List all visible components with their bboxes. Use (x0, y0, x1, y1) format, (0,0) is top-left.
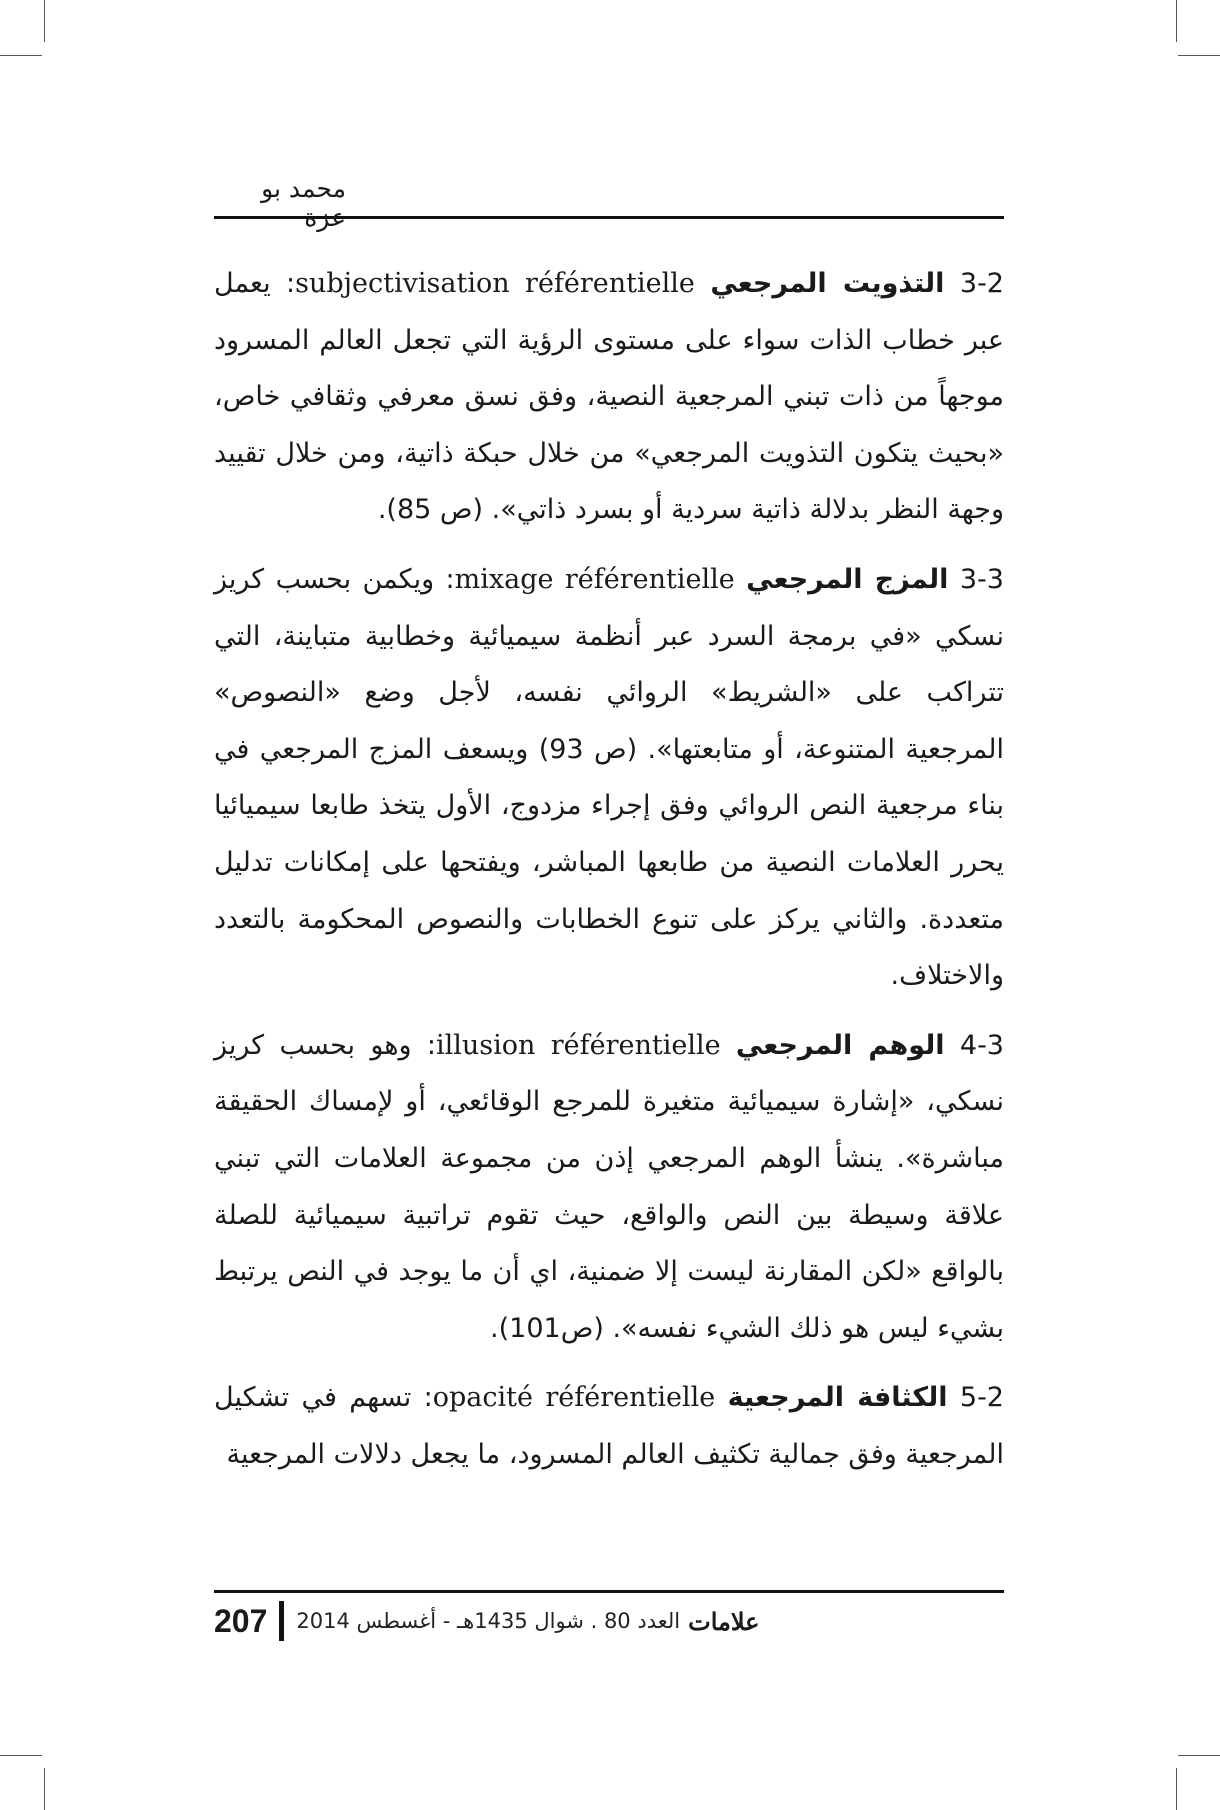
latin-term: opacité référentielle (432, 1382, 716, 1414)
crop-mark (1176, 1768, 1177, 1810)
paragraph-text: : ويكمن بحسب كريز نسكي «في برمجة السرد عبر أنظمة سيميائية وخطابية متباينة، التي تتراكب على «الشريط» الروائي نفسه، لأجل وضع «النصوص» المرجعية المتنوعة، أو متابعتها». (ص 93) ويسعف المزج المرجعي في بناء مرجعية النص الروائي وفق إجراء مزدوج، الأول يتخذ طابعا سيميائيا يحرر العلامات النصية من طابعها المباشر، ويفتحها على إمكانات تدليل متعددة. والثاني يركز على تنوع الخطابات والنصوص المحكومة بالتعدد والاختلاف. (214, 563, 1004, 992)
page-header (214, 160, 1004, 232)
section-term: الوهم المرجعي (735, 1029, 945, 1061)
latin-term: subjectivisation référentielle (295, 268, 695, 299)
paragraph-text: : يعمل عبر خطاب الذات سواء على مستوى الرؤية التي تجعل العالم المسرود موجهاً من ذات تبني المرجعية النصية، وفق نسق معرفي وثقافي خاص، «بحيث يتكون التذويت المرجعي» من خلال حبكة ذاتية، ومن خلال تقييد وجهة النظر بدلالة ذاتية سردية أو بسرد ذاتي». (ص 85). (214, 268, 1004, 526)
paragraph-text: : وهو بحسب كريز نسكي، «إشارة سيميائية متغيرة للمرجع الوقائعي، أو لإمساك الحقيقة مباشرة». ينشأ الوهم المرجعي إذن من مجموعة العلامات التي تبني علاقة وسيطة بين النص والواقع، حيث تقوم تراتبية سيميائية للصلة بالواقع «لكن المقارنة ليست إلا ضمنية، اي أن ما يوجد في النص يرتبط بشيء ليس هو ذلك الشيء نفسه». (ص101). (214, 1029, 1004, 1344)
crop-mark (0, 55, 42, 56)
paragraph (214, 1018, 1004, 1358)
paragraph (214, 256, 1004, 539)
section-number: 4-3 (959, 1029, 1004, 1061)
paragraph (214, 1370, 1004, 1483)
section-number: 5-2 (959, 1382, 1004, 1414)
crop-mark (44, 0, 45, 42)
crop-mark (44, 1768, 45, 1810)
crop-mark (1178, 1755, 1220, 1756)
section-term: الكثافة المرجعية (727, 1382, 948, 1414)
page-footer (214, 1590, 1004, 1653)
footer-divider (279, 1601, 284, 1641)
crop-mark (0, 1755, 42, 1756)
article-body (214, 256, 1004, 1496)
section-number: 3-2 (959, 268, 1004, 299)
section-term: المزج المرجعي (746, 563, 949, 595)
section-number: 3-3 (959, 563, 1004, 595)
crop-mark (1178, 55, 1220, 56)
latin-term: illusion référentielle (435, 1029, 721, 1061)
paragraph (214, 552, 1004, 1005)
crop-mark (1176, 0, 1177, 42)
author-name: محمد بو عزة (261, 174, 346, 232)
magazine-logo: علامات (688, 1606, 760, 1636)
latin-term: mixage référentielle (454, 563, 735, 595)
paragraph-text: : تسهم في تشكيل المرجعية وفق جمالية تكثيف العالم المسرود، ما يجعل دلالات المرجعية (214, 1382, 1004, 1470)
issue-info: العدد 80 . شوال 1435هـ - أغسطس 2014 (296, 1609, 681, 1633)
section-term: التذويت المرجعي (710, 268, 945, 299)
page-number: 207 (214, 1602, 268, 1639)
